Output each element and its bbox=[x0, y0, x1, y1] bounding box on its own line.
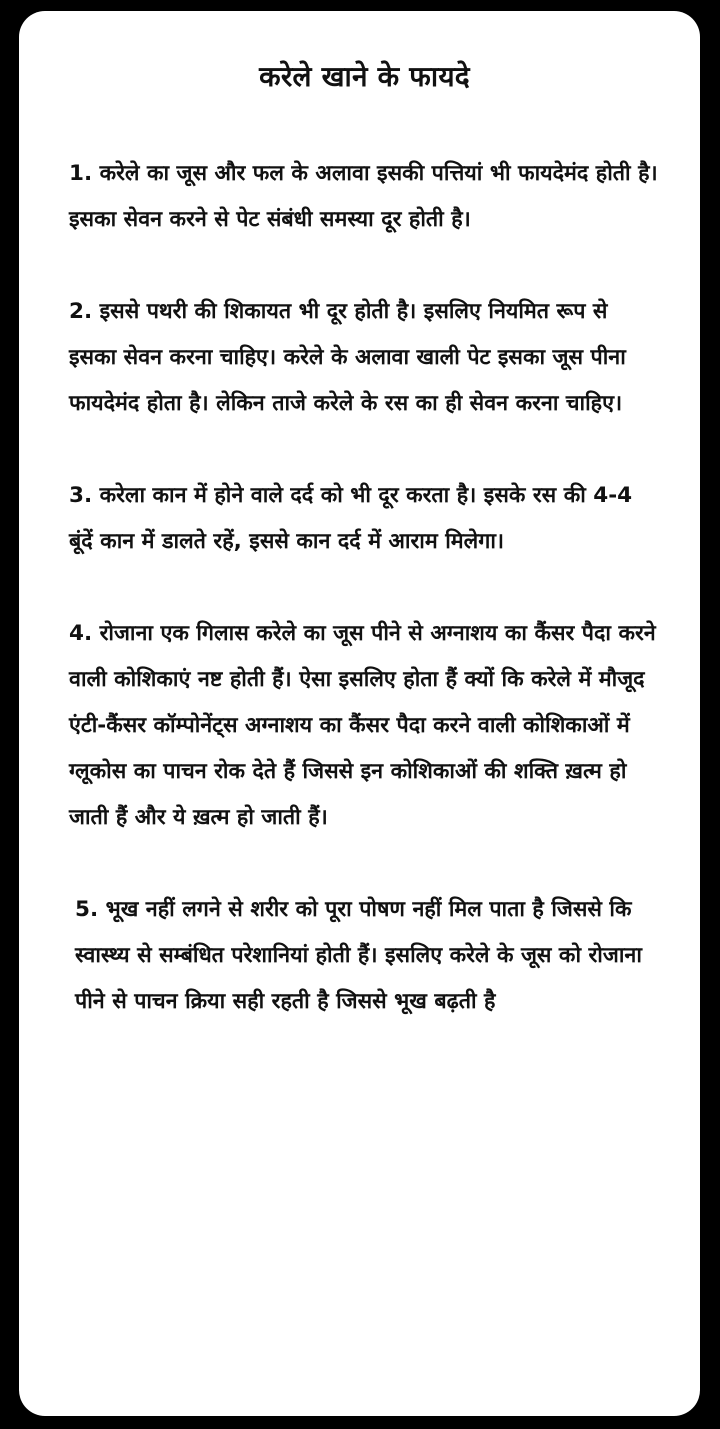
benefit-point-1: 1. करेले का जूस और फल के अलावा इसकी पत्तियां भी फायदेमंद होती है। इसका सेवन करने से पेट संबंधी समस्या दूर होती है। bbox=[69, 161, 666, 232]
benefit-point-3: 3. करेला कान में होने वाले दर्द को भी दूर करता है। इसके रस की 4-4 बूंदें कान में डालते रहें, इससे कान दर्द में आराम मिलेगा। bbox=[69, 483, 640, 554]
article-title: करेले खाने के फायदे bbox=[259, 60, 470, 93]
article-card bbox=[19, 11, 700, 1416]
benefit-point-4: 4. रोजाना एक गिलास करेले का जूस पीने से अग्नाशय का कैंसर पैदा करने वाली कोशिकाएं नष्ट होती हैं। ऐसा इसलिए होता हैं क्यों कि करेले में मौजूद एंटी-कैंसर कॉम्पोनेंट्स अग्नाशय का कैंसर पैदा करने वाली कोशिकाओं में ग्लूकोस का पाचन रोक देते हैं जिससे इन कोशिकाओं की शक्ति ख़त्म हो जाती हैं और ये ख़त्म हो जाती हैं। bbox=[69, 621, 664, 830]
benefit-point-2: 2. इससे पथरी की शिकायत भी दूर होती है। इसलिए नियमित रूप से इसका सेवन करना चाहिए। करेले के अलावा खाली पेट इसका जूस पीना फायदेमंद होता है। लेकिन ताजे करेले के रस का ही सेवन करना चाहिए। bbox=[69, 299, 634, 416]
benefit-point-5: 5. भूख नहीं लगने से शरीर को पूरा पोषण नहीं मिल पाता है जिससे कि स्वास्थ्य से सम्बंधित परेशानियां होती हैं। इसलिए करेले के जूस को रोजाना पीने से पाचन क्रिया सही रहती है जिससे भूख बढ़ती है bbox=[75, 897, 650, 1014]
